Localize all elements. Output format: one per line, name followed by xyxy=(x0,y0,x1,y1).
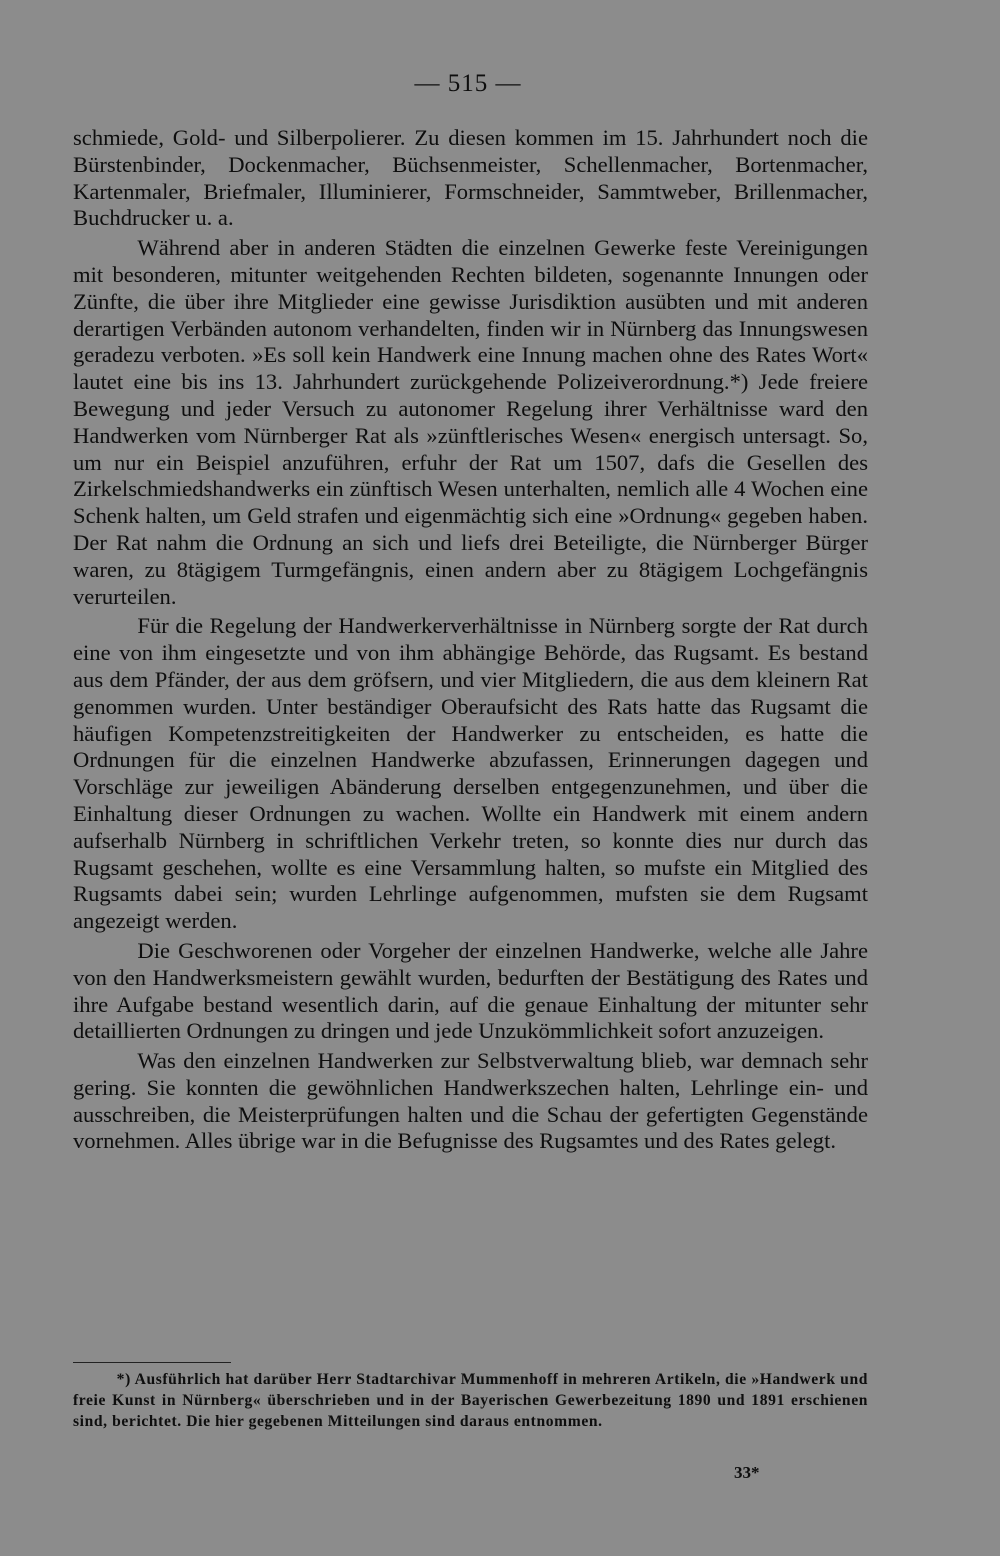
main-text xyxy=(73,125,868,1155)
paragraph-3: Für die Regelung der Handwerkerverhältnisse in Nürnberg sorgte der Rat durch eine von ihm eingesetzte und von ihm abhängige Behörde, das Rugsamt. Es bestand aus dem Pfänder, der aus dem gröfsern, und vier Mitgliedern, die aus dem kleinern Rat genommen wurden. Unter beständiger Oberaufsicht des Rats hatte das Rugsamt die häufigen Kompetenzstreitigkeiten der Handwerker zu entscheiden, es hatte die Ordnungen für die einzelnen Handwerke abzufassen, Erinnerungen dagegen und Vorschläge zur jeweiligen Abänderung derselben entgegenzunehmen, und über die Einhaltung dieser Ordnungen zu wachen. Wollte ein Handwerk mit einem andern aufserhalb Nürnberg in schriftlichen Verkehr treten, so konnte dies nur durch das Rugsamt geschehen, wollte es eine Versammlung halten, so mufste ein Mitglied des Rugsamts dabei sein; wurden Lehrlinge aufgenommen, mufsten sie dem Rugsamt angezeigt werden. xyxy=(73,613,868,934)
page-number: — 515 — xyxy=(414,70,522,97)
footnote-divider xyxy=(73,1362,231,1363)
footnote xyxy=(73,1369,868,1432)
paragraph-1: schmiede, Gold- und Silberpolierer. Zu diesen kommen im 15. Jahrhundert noch die Bürstenbinder, Dockenmacher, Büchsenmeister, Schellenmacher, Bortenmacher, Kartenmaler, Briefmaler, Illuminierer, Formschneider, Sammtweber, Brillenmacher, Buchdrucker u. a. xyxy=(73,125,868,231)
paragraph-5: Was den einzelnen Handwerken zur Selbstverwaltung blieb, war demnach sehr gering. Sie konnten die gewöhnlichen Handwerkszechen halten, Lehrlinge ein- und ausschreiben, die Meisterprüfungen halten und die Schau der gefertigten Gegenstände vornehmen. Alles übrige war in die Befugnisse des Rugsamtes und des Rates gelegt. xyxy=(73,1048,868,1154)
paragraph-2: Während aber in anderen Städten die einzelnen Gewerke feste Vereinigungen mit besonderen, mitunter weitgehenden Rechten bildeten, sogenannte Innungen oder Zünfte, die über ihre Mitglieder eine gewisse Jurisdiktion ausübten und mit anderen derartigen Verbänden autonom verhandelten, finden wir in Nürnberg das Innungswesen geradezu verboten. »Es soll kein Handwerk eine Innung machen ohne des Rates Wort« lautet eine bis ins 13. Jahrhundert zurückgehende Polizeiverordnung.*) Jede freiere Bewegung und jeder Versuch zu autonomer Regelung ihrer Verhältnisse ward den Handwerken vom Nürnberger Rat als »zünftlerisches Wesen« energisch untersagt. So, um nur ein Beispiel anzuführen, erfuhr der Rat um 1507, dafs die Gesellen des Zirkelschmiedshandwerks ein zünftisch Wesen unterhalten, nemlich alle 4 Wochen eine Schenk halten, um Geld strafen und eigenmächtig sich eine »Ordnung« gegeben haben. Der Rat nahm die Ordnung an sich und liefs drei Beteiligte, die Nürnberger Bürger waren, zu 8tägigem Turmgefängnis, einen andern aber zu 8tägigem Lochgefängnis verurteilen. xyxy=(73,235,868,609)
signature-mark: 33* xyxy=(734,1463,760,1482)
footnote-text: *) Ausführlich hat darüber Herr Stadtarchivar Mummenhoff in mehreren Artikeln, die »Handwerk und freie Kunst in Nürnberg« überschrieben und in der Bayerischen Gewerbezeitung 1890 und 1891 erschienen sind, berichtet. Die hier gegebenen Mitteilungen sind daraus entnommen. xyxy=(73,1371,868,1430)
paragraph-4: Die Geschworenen oder Vorgeher der einzelnen Handwerke, welche alle Jahre von den Handwerksmeistern gewählt wurden, bedurften der Bestätigung des Rates und ihre Aufgabe bestand wesentlich darin, auf die genaue Einhaltung der mitunter sehr detaillierten Ordnungen zu dringen und jede Unzukömmlichkeit sofort anzuzeigen. xyxy=(73,937,868,1044)
